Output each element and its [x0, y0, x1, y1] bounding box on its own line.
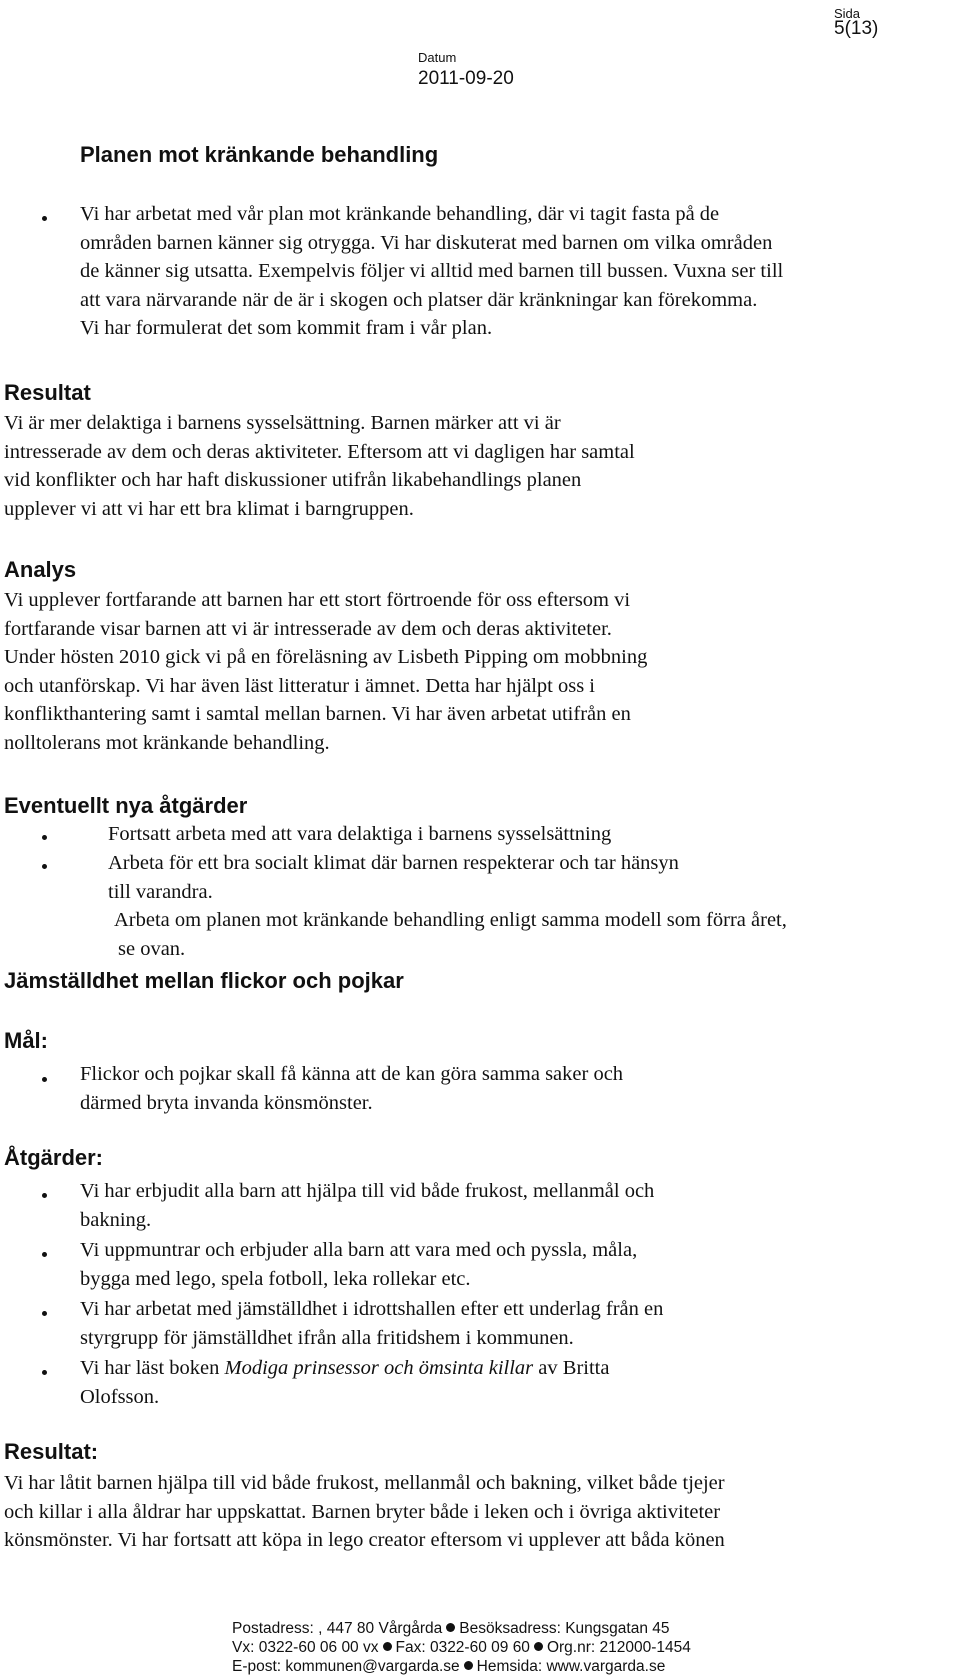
- text-line: Vi uppmuntrar och erbjuder alla barn att vara med och pyssla, måla,: [80, 1239, 638, 1261]
- footer-line-3: [232, 1657, 665, 1676]
- mal-heading: Mål:: [4, 1028, 48, 1053]
- footer-besoksadress: Besöksadress: Kungsgatan 45: [459, 1620, 670, 1637]
- atgarder-bullet-3: [80, 1295, 663, 1352]
- text-line: Vi har formulerat det som kommit fram i vår plan.: [80, 317, 493, 339]
- jamstalldhet-resultat-paragraph: [4, 1469, 725, 1555]
- text-line: Arbeta för ett bra socialt klimat där barnen respekterar och tar hänsyn: [108, 852, 679, 874]
- text-line: Arbeta om planen mot kränkande behandling enligt samma modell som förra året,: [114, 909, 787, 931]
- text-span: Vi har läst boken: [80, 1357, 225, 1379]
- section-heading-resultat: Resultat: [4, 380, 91, 405]
- footer-website: Hemsida: www.vargarda.se: [476, 1658, 666, 1675]
- resultat-heading: Resultat:: [4, 1439, 99, 1464]
- bullet-separator-icon: [383, 1642, 392, 1651]
- bullet-dot: [42, 1193, 47, 1198]
- text-line: fortfarande visar barnen att vi är intresserade av dem och deras aktiviteter.: [4, 617, 612, 640]
- atgarder-bullet-4: [80, 1354, 609, 1411]
- section-heading-jamstalldhet: Jämställdhet mellan flickor och pojkar: [4, 968, 404, 993]
- text-line: se ovan.: [118, 937, 186, 960]
- date-label: Datum: [418, 50, 457, 65]
- text-line: bygga med lego, spela fotboll, leka rollekar etc.: [80, 1267, 471, 1290]
- text-line: att vara närvarande när de är i skogen och platser där kränkningar kan förekomma.: [80, 288, 758, 311]
- bullet-dot: [42, 216, 47, 221]
- analys-paragraph: [4, 586, 647, 757]
- bullet-dot: [42, 1252, 47, 1257]
- page-label: Sida: [834, 6, 861, 21]
- text-line: Vi har arbetat med jämställdhet i idrottshallen efter ett underlag från en: [80, 1298, 664, 1320]
- text-line: könsmönster. Vi har fortsatt att köpa in lego creator eftersom vi upplever att båda könen: [4, 1529, 725, 1551]
- book-title: Modiga prinsessor och ömsinta killar: [224, 1357, 534, 1379]
- nya-atgarder-extra: [114, 906, 787, 963]
- bullet-dot: [42, 1311, 47, 1316]
- nya-atgarder-bullet-2: [108, 849, 679, 906]
- footer-email: E-post: kommunen@vargarda.se: [232, 1658, 460, 1675]
- bullet-dot: [42, 1077, 47, 1082]
- bullet-separator-icon: [446, 1623, 455, 1632]
- text-line: [80, 1354, 609, 1383]
- bullet-dot: [42, 864, 47, 869]
- text-line: därmed bryta invanda könsmönster.: [80, 1091, 373, 1114]
- text-line: intresserade av dem och deras aktiviteter. Eftersom att vi dagligen har samtal: [4, 440, 635, 463]
- text-line: Vi upplever fortfarande att barnen har ett stort förtroende för oss eftersom vi: [4, 589, 631, 611]
- footer-postadress: Postadress: , 447 80 Vårgårda: [232, 1620, 443, 1637]
- text-line: till varandra.: [108, 880, 213, 903]
- text-line: och utanförskap. Vi har även läst litteratur i ämnet. Detta har hjälpt oss i: [4, 674, 596, 697]
- nya-atgarder-bullet-1: Fortsatt arbeta med att vara delaktiga i barnens sysselsättning: [108, 823, 612, 845]
- text-span: av Britta: [533, 1357, 610, 1379]
- text-line: vid konflikter och har haft diskussioner utifrån likabehandlings planen: [4, 469, 582, 491]
- resultat-paragraph: [4, 409, 635, 523]
- footer-line-2: [232, 1638, 691, 1657]
- text-line: nolltolerans mot kränkande behandling.: [4, 731, 330, 754]
- bullet-separator-icon: [534, 1642, 543, 1651]
- text-line: Flickor och pojkar skall få känna att de kan göra samma saker och: [80, 1063, 624, 1085]
- bullet-dot: [42, 1370, 47, 1375]
- plan-bullet: [80, 200, 783, 343]
- text-line: upplever vi att vi har ett bra klimat i barngruppen.: [4, 497, 414, 520]
- footer-orgnr: Org.nr: 212000-1454: [546, 1639, 691, 1656]
- text-line: Vi har erbjudit alla barn att hjälpa till vid både frukost, mellanmål och: [80, 1180, 655, 1202]
- footer-vx: Vx: 0322-60 06 00 vx: [232, 1639, 379, 1656]
- bullet-separator-icon: [464, 1661, 473, 1670]
- text-line: Olofsson.: [80, 1385, 160, 1408]
- atgarder-heading: Åtgärder:: [4, 1145, 104, 1170]
- section-heading-analys: Analys: [4, 557, 77, 582]
- bullet-dot: [42, 835, 47, 840]
- text-line: de känner sig utsatta. Exempelvis följer vi alltid med barnen till bussen. Vuxna ser till: [80, 260, 784, 282]
- section-heading-plan: Planen mot kränkande behandling: [80, 142, 439, 167]
- page-number: 5(13): [834, 18, 879, 39]
- section-heading-nya-atgarder: Eventuellt nya åtgärder: [4, 793, 248, 818]
- atgarder-bullet-2: [80, 1236, 637, 1293]
- text-line: Vi är mer delaktiga i barnens sysselsättning. Barnen märker att vi är: [4, 412, 561, 434]
- text-line: styrgrupp för jämställdhet ifrån alla fritidshem i kommunen.: [80, 1326, 574, 1349]
- footer-line-1: [232, 1619, 670, 1638]
- text-line: konflikthantering samt i samtal mellan barnen. Vi har även arbetat utifrån en: [4, 703, 631, 725]
- text-line: Vi har arbetat med vår plan mot kränkande behandling, där vi tagit fasta på de: [80, 203, 720, 225]
- text-line: områden barnen känner sig otrygga. Vi har diskuterat med barnen om vilka områden: [80, 231, 773, 254]
- text-line: bakning.: [80, 1208, 152, 1231]
- text-line: och killar i alla åldrar har uppskattat. Barnen bryter både i leken och i övriga aktiviteter: [4, 1500, 721, 1523]
- footer-fax: Fax: 0322-60 09 60: [395, 1639, 530, 1656]
- date-value: 2011-09-20: [418, 68, 514, 89]
- atgarder-bullet-1: [80, 1177, 654, 1234]
- text-line: Vi har låtit barnen hjälpa till vid både frukost, mellanmål och bakning, vilket både tjejer: [4, 1472, 725, 1494]
- text-line: Under hösten 2010 gick vi på en föreläsning av Lisbeth Pipping om mobbning: [4, 646, 648, 668]
- mal-bullet: [80, 1060, 623, 1117]
